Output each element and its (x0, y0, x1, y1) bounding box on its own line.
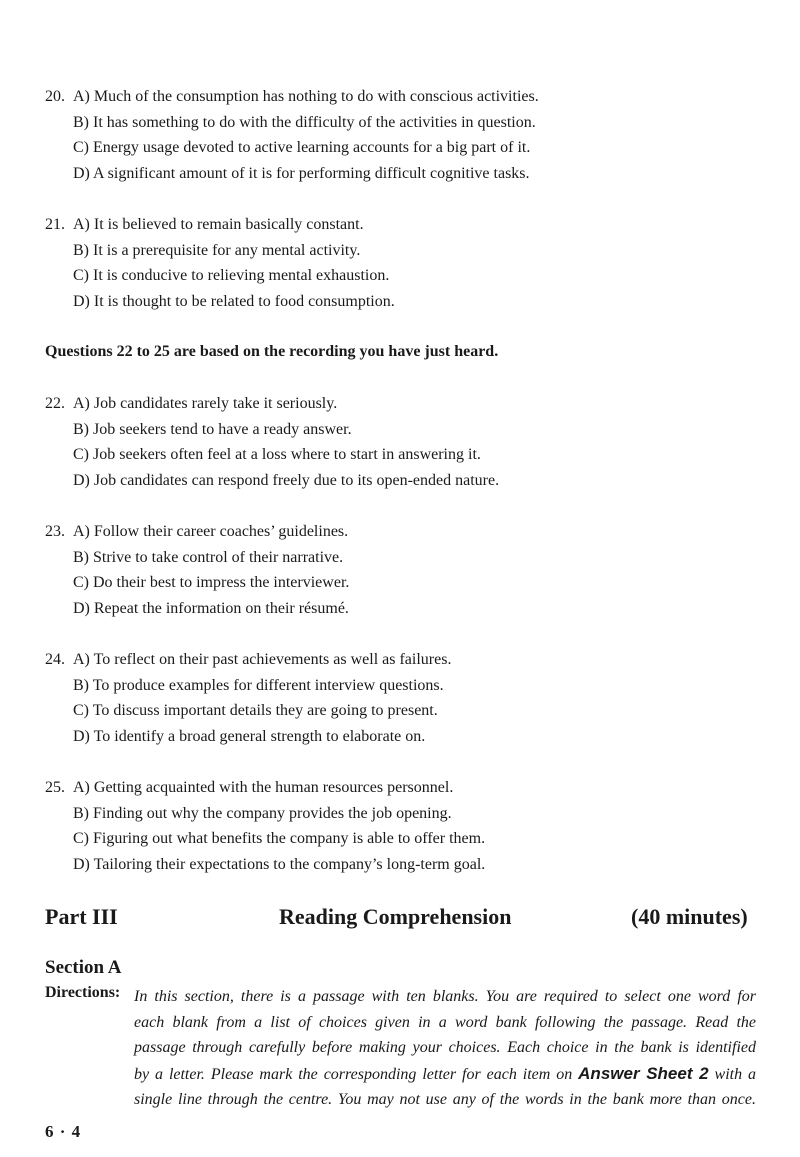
option-b: B) Job seekers tend to have a ready answer. (73, 420, 352, 438)
question-number: 23. (45, 523, 65, 540)
option-c: C) Energy usage devoted to active learning accounts for a big part of it. (73, 139, 531, 156)
option-a: A) Job candidates rarely take it seriously. (73, 395, 338, 412)
directions-line: single line through the centre. You may not use any of the words in the bank more than once. (134, 1091, 756, 1108)
option-d: D) Job candidates can respond freely due to its open-ended nature. (73, 471, 500, 489)
option-a: A) Getting acquainted with the human resources personnel. (73, 779, 454, 796)
option-a: A) It is believed to remain basically constant. (73, 216, 364, 233)
part-time: (40 minutes) (631, 904, 748, 929)
section-title: Section A (45, 957, 122, 978)
option-c: C) Figuring out what benefits the company is able to offer them. (73, 830, 486, 847)
option-d: D) Tailoring their expectations to the company’s long-term goal. (73, 855, 486, 873)
question-22 (45, 391, 765, 493)
option-d: D) To identify a broad general strength to elaborate on. (73, 727, 426, 745)
question-number: 20. (45, 88, 65, 105)
directions-line: In this section, there is a passage with ten blanks. You are required to select one word for (134, 988, 756, 1005)
option-b: B) To produce examples for different interview questions. (73, 676, 444, 694)
question-number: 24. (45, 651, 65, 668)
option-b: B) It is a prerequisite for any mental activity. (73, 241, 361, 259)
question-number: 25. (45, 779, 65, 796)
questions-note: Questions 22 to 25 are based on the recording you have just heard. (45, 343, 499, 360)
part-label: Part III (45, 904, 118, 929)
answer-sheet-label: Answer Sheet 2 (578, 1063, 709, 1083)
directions-line: each blank from a list of choices given in a word bank following the passage. Read the (134, 1013, 756, 1031)
option-c: C) To discuss important details they are going to present. (73, 702, 438, 719)
option-b: B) Strive to take control of their narrative. (73, 548, 344, 566)
directions-text (134, 984, 756, 1113)
option-d: D) A significant amount of it is for performing difficult cognitive tasks. (73, 164, 530, 182)
option-b: B) It has something to do with the difficulty of the activities in question. (73, 113, 536, 131)
question-20 (45, 84, 765, 186)
option-c: C) Do their best to impress the interviewer. (73, 574, 350, 591)
part-title: Reading Comprehension (279, 904, 512, 929)
page-number: 6 · 4 (45, 1122, 82, 1141)
option-b: B) Finding out why the company provides the job opening. (73, 804, 452, 822)
option-d: D) It is thought to be related to food consumption. (73, 292, 395, 310)
option-a: A) Much of the consumption has nothing to do with conscious activities. (73, 88, 539, 105)
directions-line: by a letter. Please mark the corresponding letter for each item on Answer Sheet 2 with a (134, 1063, 757, 1083)
question-number: 22. (45, 395, 65, 412)
directions-label: Directions: (45, 984, 121, 1001)
directions-line: passage through carefully before making your choices. Each choice in the bank is identified (134, 1039, 756, 1056)
option-a: A) Follow their career coaches’ guidelines. (73, 523, 349, 540)
question-25 (45, 775, 765, 877)
option-d: D) Repeat the information on their résumé. (73, 599, 349, 617)
option-a: A) To reflect on their past achievements as well as failures. (73, 651, 452, 668)
question-24 (45, 647, 765, 749)
option-c: C) It is conducive to relieving mental exhaustion. (73, 267, 390, 284)
option-c: C) Job seekers often feel at a loss where to start in answering it. (73, 446, 481, 463)
question-23 (45, 519, 765, 621)
question-number: 21. (45, 216, 65, 233)
question-21 (45, 212, 765, 314)
